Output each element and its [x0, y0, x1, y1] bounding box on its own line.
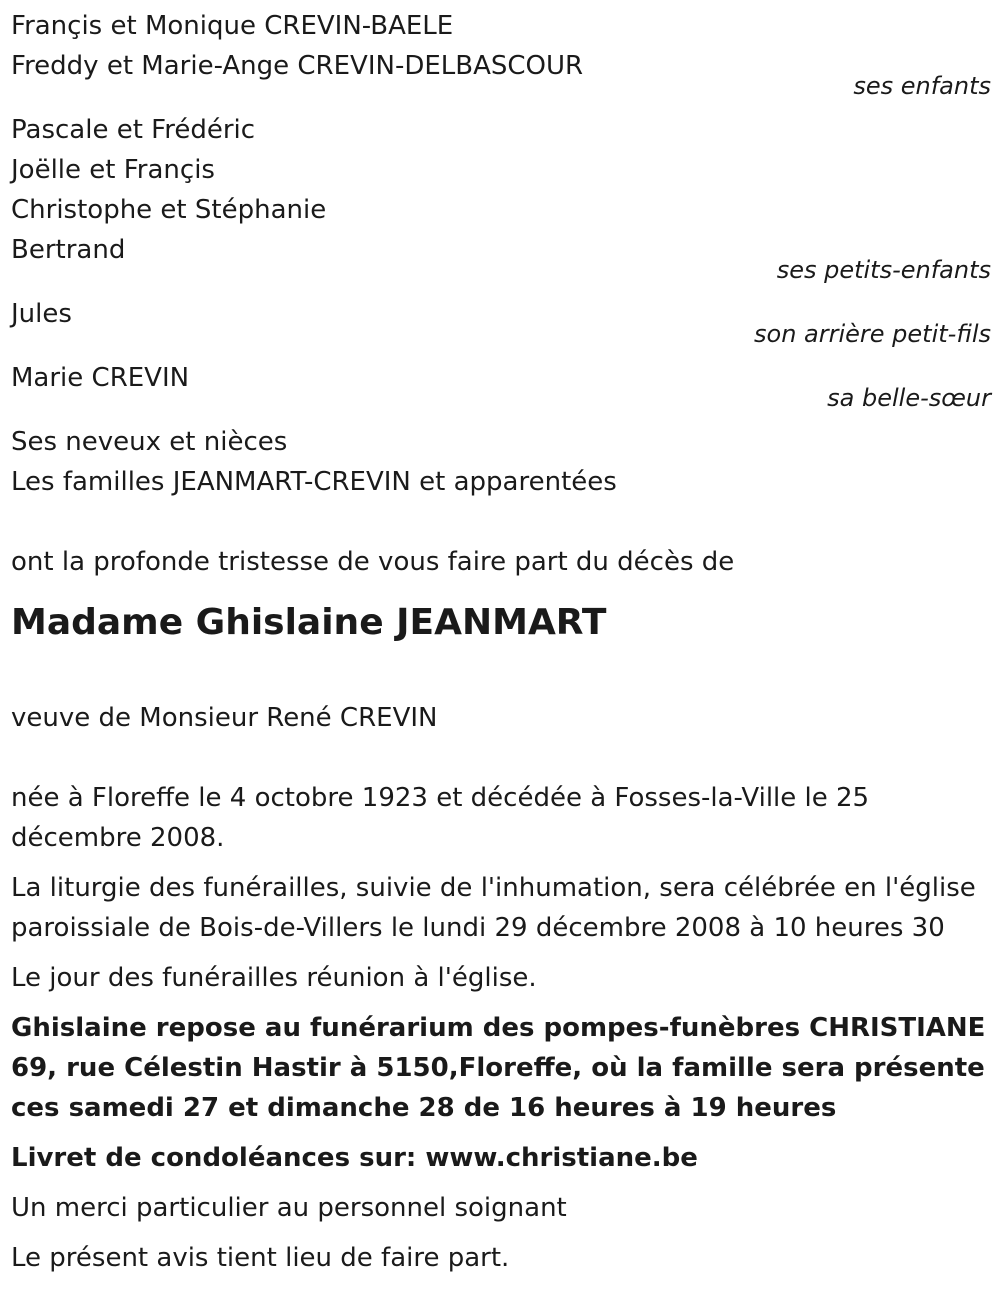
- sister-in-law-role: sa belle-sœur: [827, 384, 991, 412]
- thanks-text: Un merci particulier au personnel soignant: [11, 1193, 567, 1223]
- meeting-text: Le jour des funérailles réunion à l'église.: [11, 963, 537, 993]
- child-line: Françis et Monique CREVIN-BAELE: [11, 11, 454, 41]
- birth-death-text: née à Floreffe le 4 octobre 1923 et décédée à Fosses-la-Ville le 25 décembre 2008.: [11, 783, 870, 853]
- grandchild-line: Bertrand: [11, 235, 126, 265]
- announcement-text: ont la profonde tristesse de vous faire part du décès de: [11, 547, 735, 577]
- notice-text: Le présent avis tient lieu de faire part.: [11, 1243, 510, 1273]
- child-line: Freddy et Marie-Ange CREVIN-DELBASCOUR: [11, 51, 584, 81]
- widow-of-text: veuve de Monsieur René CREVIN: [11, 703, 438, 733]
- funeral-home-text: Ghislaine repose au funérarium des pompes-funèbres CHRISTIANE 69, rue Célestin Hastir à 5150,Floreffe, où la famille sera présente ces samedi 27 et dimanche 28 de 16 heures à 19 heures: [11, 1013, 986, 1123]
- deceased-name: Madame Ghislaine JEANMART: [11, 602, 607, 643]
- grandchild-line: Christophe et Stéphanie: [11, 195, 327, 225]
- great-grandchild-line: Jules: [11, 299, 72, 329]
- children-role: ses enfants: [853, 72, 991, 100]
- sister-in-law-line: Marie CREVIN: [11, 363, 190, 393]
- relatives-line: Les familles JEANMART-CREVIN et apparentées: [11, 467, 617, 497]
- grandchild-line: Joëlle et Françis: [11, 155, 215, 185]
- obituary-notice: [11, 6, 991, 1288]
- liturgy-text: La liturgie des funérailles, suivie de l'inhumation, sera célébrée en l'église paroissiale de Bois-de-Villers le lundi 29 décembre 2008 à 10 heures 30: [11, 873, 976, 943]
- grandchildren-role: ses petits-enfants: [776, 256, 991, 284]
- relatives-line: Ses neveux et nièces: [11, 427, 288, 457]
- condolences-text: Livret de condoléances sur: www.christiane.be: [11, 1143, 698, 1173]
- grandchild-line: Pascale et Frédéric: [11, 115, 256, 145]
- great-grandchild-role: son arrière petit-fils: [754, 320, 991, 348]
